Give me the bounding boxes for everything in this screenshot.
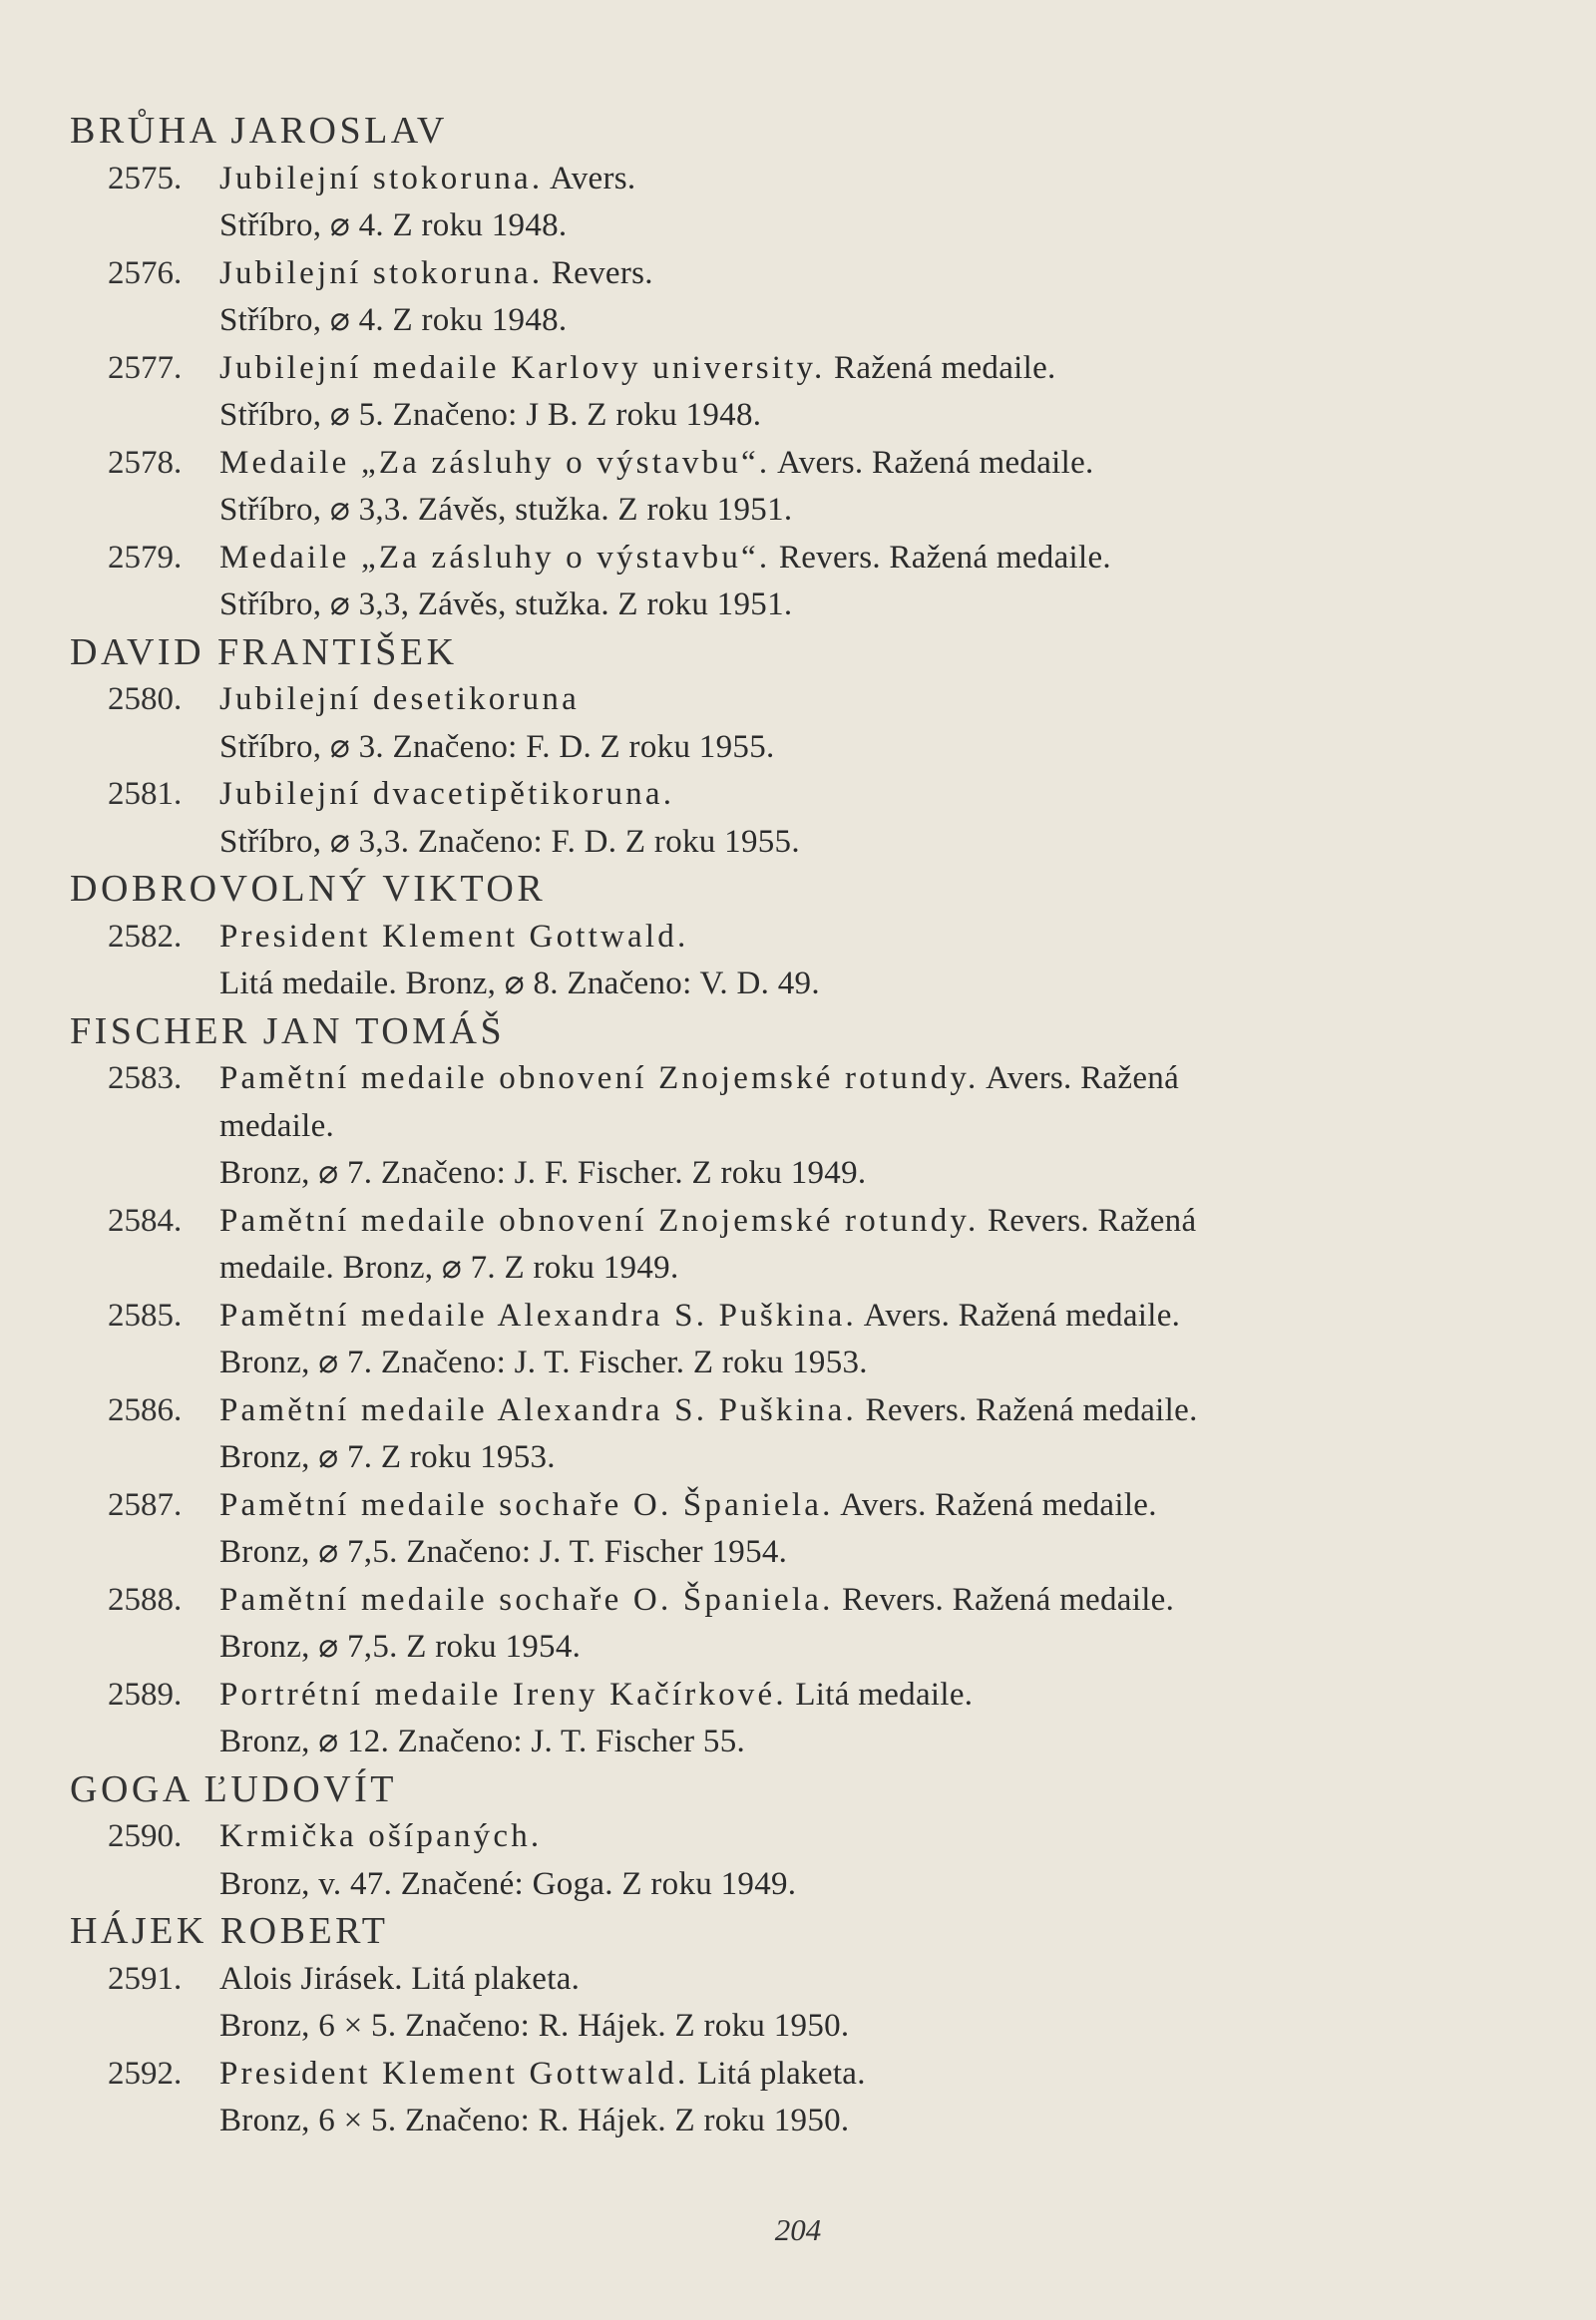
entry-title: Medaile „Za zásluhy o výstavbu“. xyxy=(219,444,771,481)
entry-line xyxy=(219,2098,1496,2145)
catalog-entry xyxy=(70,1577,1496,1672)
entry-line xyxy=(219,1055,1496,1103)
catalog-entry xyxy=(70,1198,1496,1293)
entry-text: Stříbro, ⌀ 4. Z roku 1948. xyxy=(219,302,568,338)
entry-description xyxy=(219,1387,1496,1482)
entry-number: 2591. xyxy=(108,1960,183,1997)
entry-text: Avers. xyxy=(543,160,636,196)
entry-description xyxy=(219,250,1496,345)
entry-text: Bronz, v. 47. Značené: Goga. Z roku 1949. xyxy=(219,1865,797,1902)
entry-line xyxy=(219,676,1496,724)
catalog-entry xyxy=(70,1055,1496,1198)
catalog-entry xyxy=(70,1387,1496,1482)
entry-line xyxy=(219,2051,1496,2099)
entry-title: Jubilejní stokoruna. xyxy=(219,254,544,291)
entry-text: Bronz, ⌀ 7. Značeno: J. F. Fischer. Z roku 1949. xyxy=(219,1155,867,1191)
entry-text: Ražená medaile. xyxy=(825,349,1056,386)
catalog-entry xyxy=(70,914,1496,1008)
catalog-entry xyxy=(70,1293,1496,1387)
entry-text: Stříbro, ⌀ 4. Z roku 1948. xyxy=(219,207,568,243)
entry-line xyxy=(219,250,1496,298)
entry-title: Pamětní medaile Alexandra S. Puškina. xyxy=(219,1391,857,1428)
entry-line xyxy=(219,1719,1496,1766)
entry-number: 2581. xyxy=(108,776,183,812)
entry-text: Stříbro, ⌀ 3,3. Značeno: F. D. Z roku 1955. xyxy=(219,823,800,860)
author-heading: DOBROVOLNÝ VIKTOR xyxy=(70,868,547,910)
entry-text: Litá plaketa. xyxy=(688,2055,866,2092)
entry-text: Revers. Ražená medaile. xyxy=(770,539,1111,576)
entry-text: Avers. Ražená medaile. xyxy=(770,444,1094,481)
entry-number: 2588. xyxy=(108,1581,183,1618)
catalog-entry xyxy=(70,250,1496,345)
entry-line xyxy=(219,961,1496,1008)
catalog-entry xyxy=(70,440,1496,535)
entry-description xyxy=(219,1813,1496,1908)
entry-description xyxy=(219,1577,1496,1672)
catalog-list xyxy=(70,108,1496,2145)
entry-title: Pamětní medaile obnovení Znojemské rotundy. xyxy=(219,1202,980,1239)
entry-title: Medaile „Za zásluhy o výstavbu“. xyxy=(219,539,771,576)
entry-title: Jubilejní dvacetipětikoruna. xyxy=(219,776,675,812)
entry-number: 2583. xyxy=(108,1060,183,1096)
entry-line xyxy=(219,1813,1496,1861)
entry-number: 2577. xyxy=(108,349,183,386)
catalog-entry xyxy=(70,1672,1496,1766)
entry-title: Krmička ošípaných. xyxy=(219,1818,543,1854)
entry-title: Pamětní medaile obnovení Znojemské rotundy. xyxy=(219,1060,980,1096)
catalog-entry xyxy=(70,2051,1496,2145)
entry-description xyxy=(219,1198,1496,1293)
catalog-entry xyxy=(70,1482,1496,1577)
entry-title: Jubilejní medaile Karlovy university. xyxy=(219,349,826,386)
entry-text: medaile. xyxy=(219,1107,335,1144)
entry-line xyxy=(219,581,1496,629)
entry-number: 2580. xyxy=(108,681,183,717)
entry-line xyxy=(219,535,1496,582)
entry-number: 2585. xyxy=(108,1297,183,1334)
entry-line xyxy=(219,2003,1496,2051)
author-heading: BRŮHA JAROSLAV xyxy=(70,110,448,152)
entry-number: 2584. xyxy=(108,1202,183,1239)
entry-description xyxy=(219,440,1496,535)
entry-number: 2575. xyxy=(108,160,183,196)
entry-text: Stříbro, ⌀ 3. Značeno: F. D. Z roku 1955. xyxy=(219,728,775,765)
entry-line xyxy=(219,1672,1496,1720)
entry-text: Litá medaile. Bronz, ⌀ 8. Značeno: V. D. 49. xyxy=(219,966,820,1001)
entry-line xyxy=(219,1956,1496,2004)
entry-line xyxy=(219,1529,1496,1577)
entry-text: Revers. Ražená xyxy=(979,1202,1197,1239)
entry-text: Avers. Ražená medaile. xyxy=(833,1486,1157,1523)
entry-line xyxy=(219,440,1496,488)
entry-line xyxy=(219,156,1496,203)
entry-description xyxy=(219,1672,1496,1766)
entry-line xyxy=(219,297,1496,345)
entry-line xyxy=(219,1861,1496,1909)
entry-text: Bronz, ⌀ 12. Značeno: J. T. Fischer 55. xyxy=(219,1724,746,1759)
entry-title: President Klement Gottwald. xyxy=(219,918,689,955)
entry-text: Bronz, 6 × 5. Značeno: R. Hájek. Z roku 1950. xyxy=(219,2103,850,2138)
catalog-entry xyxy=(70,535,1496,629)
entry-number: 2582. xyxy=(108,918,183,955)
entry-line xyxy=(219,202,1496,250)
entry-text: Litá medaile. xyxy=(786,1676,974,1713)
entry-text: Bronz, ⌀ 7. Z roku 1953. xyxy=(219,1439,556,1475)
entry-line xyxy=(219,1387,1496,1435)
catalog-entry xyxy=(70,676,1496,771)
entry-description xyxy=(219,676,1496,771)
entry-description xyxy=(219,345,1496,440)
author-heading: HÁJEK ROBERT xyxy=(70,1910,389,1952)
page-number: 204 xyxy=(774,2212,822,2247)
entry-description xyxy=(219,535,1496,629)
entry-line xyxy=(219,1340,1496,1387)
entry-text: Stříbro, ⌀ 3,3. Závěs, stužka. Z roku 1951. xyxy=(219,492,793,528)
entry-description xyxy=(219,156,1496,250)
entry-text: Bronz, ⌀ 7. Značeno: J. T. Fischer. Z roku 1953. xyxy=(219,1345,868,1380)
entry-number: 2579. xyxy=(108,539,183,576)
entry-title: Pamětní medaile Alexandra S. Puškina. xyxy=(219,1297,857,1334)
entry-description xyxy=(219,914,1496,1008)
entry-text: Bronz, ⌀ 7,5. Značeno: J. T. Fischer 1954. xyxy=(219,1534,788,1570)
entry-number: 2589. xyxy=(108,1676,183,1713)
entry-line xyxy=(219,1624,1496,1672)
entry-title: Jubilejní stokoruna. xyxy=(219,160,544,196)
catalog-entry xyxy=(70,1813,1496,1908)
entry-line xyxy=(219,1293,1496,1341)
author-heading: FISCHER JAN TOMÁŠ xyxy=(70,1009,506,1052)
entry-description xyxy=(219,1482,1496,1577)
entry-title: Jubilejní desetikoruna xyxy=(219,681,580,717)
entry-line xyxy=(219,345,1496,393)
entry-line xyxy=(219,1245,1496,1293)
catalog-entry xyxy=(70,771,1496,866)
entry-text: Bronz, ⌀ 7,5. Z roku 1954. xyxy=(219,1629,582,1665)
entry-number: 2586. xyxy=(108,1391,183,1428)
entry-number: 2587. xyxy=(108,1486,183,1523)
entry-description xyxy=(219,1055,1496,1198)
entry-description xyxy=(219,1293,1496,1387)
entry-description xyxy=(219,2051,1496,2145)
entry-text: Avers. Ražená medaile. xyxy=(856,1297,1181,1334)
entry-number: 2590. xyxy=(108,1818,183,1854)
entry-line xyxy=(219,1150,1496,1198)
catalog-entry xyxy=(70,156,1496,250)
entry-text: Stříbro, ⌀ 5. Značeno: J B. Z roku 1948. xyxy=(219,397,762,433)
entry-line xyxy=(219,914,1496,962)
catalog-entry xyxy=(70,1956,1496,2051)
entry-line xyxy=(219,819,1496,867)
entry-text: medaile. Bronz, ⌀ 7. Z roku 1949. xyxy=(219,1250,679,1286)
entry-number: 2592. xyxy=(108,2055,183,2092)
entry-line xyxy=(219,1577,1496,1625)
entry-line xyxy=(219,392,1496,440)
entry-title: Pamětní medaile sochaře O. Španiela. xyxy=(219,1581,834,1618)
entry-line xyxy=(219,1103,1496,1151)
entry-description xyxy=(219,1956,1496,2051)
entry-line xyxy=(219,724,1496,772)
author-heading: GOGA ĽUDOVÍT xyxy=(70,1767,398,1810)
entry-text: Revers. Ražená medaile. xyxy=(856,1391,1198,1428)
entry-number: 2578. xyxy=(108,444,183,481)
entry-text: Avers. Ražená xyxy=(979,1060,1180,1096)
entry-number: 2576. xyxy=(108,254,183,291)
entry-title: Portrétní medaile Ireny Kačírkové. xyxy=(219,1676,787,1713)
entry-title: President Klement Gottwald. xyxy=(219,2055,689,2092)
entry-line xyxy=(219,1482,1496,1530)
entry-line xyxy=(219,1198,1496,1246)
entry-text: Revers. Ražená medaile. xyxy=(833,1581,1175,1618)
entry-description xyxy=(219,771,1496,866)
catalog-entry xyxy=(70,345,1496,440)
entry-text: Stříbro, ⌀ 3,3, Závěs, stužka. Z roku 1951. xyxy=(219,586,793,622)
entry-line xyxy=(219,1434,1496,1482)
entry-text: Alois Jirásek. Litá plaketa. xyxy=(219,1960,581,1997)
entry-line xyxy=(219,771,1496,819)
entry-text: Bronz, 6 × 5. Značeno: R. Hájek. Z roku 1950. xyxy=(219,2008,850,2044)
entry-line xyxy=(219,487,1496,535)
author-heading: DAVID FRANTIŠEK xyxy=(70,630,458,673)
entry-title: Pamětní medaile sochaře O. Španiela. xyxy=(219,1486,834,1523)
entry-text: Revers. xyxy=(543,254,653,291)
